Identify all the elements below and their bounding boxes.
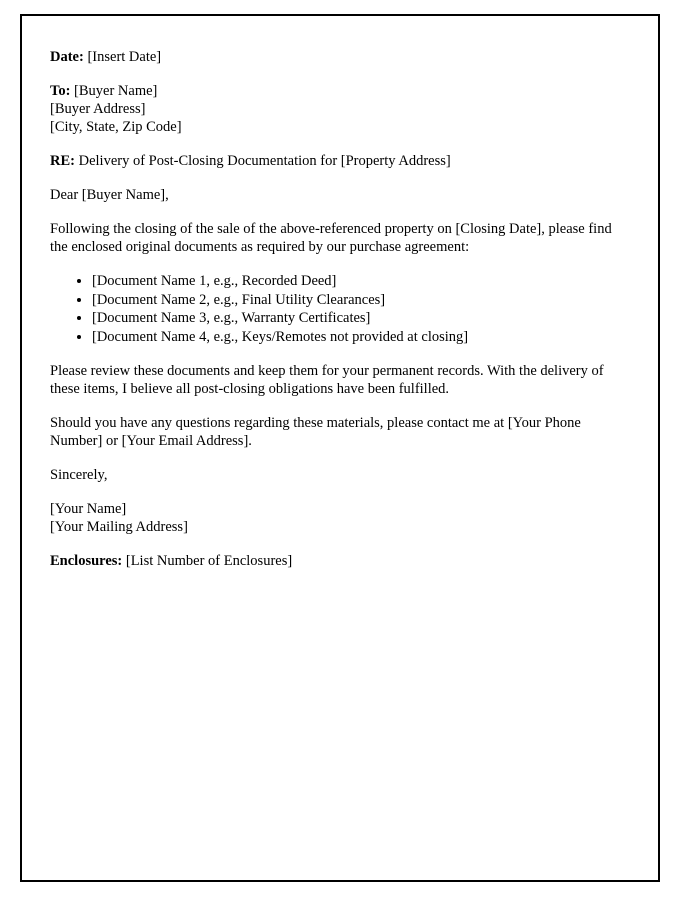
recipient-city-line: [City, State, Zip Code] — [50, 119, 182, 135]
recipient-name-line — [50, 82, 630, 100]
enclosures-value: [List Number of Enclosures] — [125, 553, 293, 569]
date-line — [50, 48, 630, 66]
body-review-paragraph: Please review these documents and keep them for your permanent records. With the delivery of these items, I believe all post-closing obligations have been fulfilled. — [50, 363, 604, 397]
date-value: [Insert Date] — [87, 49, 162, 65]
enclosures-line — [50, 552, 630, 570]
recipient-address-line: [Buyer Address] — [50, 101, 146, 117]
document-list — [50, 272, 630, 346]
body-intro-paragraph: Following the closing of the sale of the above-referenced property on [Closing Date], please find the enclosed original documents as required by our purchase agreement: — [50, 221, 612, 255]
closing: Sincerely, — [50, 467, 108, 483]
signature-name: [Your Name] — [50, 501, 127, 517]
signature-block — [50, 500, 630, 536]
signature-address: [Your Mailing Address] — [50, 519, 188, 535]
list-item: • [Document Name 2, e.g., Final Utility Clearances] — [92, 291, 630, 310]
re-label: RE: — [50, 153, 75, 169]
salutation: Dear [Buyer Name], — [50, 187, 169, 203]
recipient-block — [50, 82, 630, 136]
letter-document — [20, 14, 660, 882]
date-label: Date: — [50, 49, 84, 65]
recipient-name: [Buyer Name] — [74, 83, 158, 99]
re-text: Delivery of Post-Closing Documentation for [Property Address] — [78, 153, 451, 169]
subject-line — [50, 152, 630, 170]
body-contact-paragraph: Should you have any questions regarding these materials, please contact me at [Your Phone Number] or [Your Email Address]. — [50, 415, 581, 449]
enclosures-label: Enclosures: — [50, 553, 123, 569]
list-item: • [Document Name 1, e.g., Recorded Deed] — [92, 272, 630, 291]
to-label: To: — [50, 83, 71, 99]
list-item: • [Document Name 4, e.g., Keys/Remotes not provided at closing] — [92, 328, 630, 347]
list-item: • [Document Name 3, e.g., Warranty Certificates] — [92, 309, 630, 328]
